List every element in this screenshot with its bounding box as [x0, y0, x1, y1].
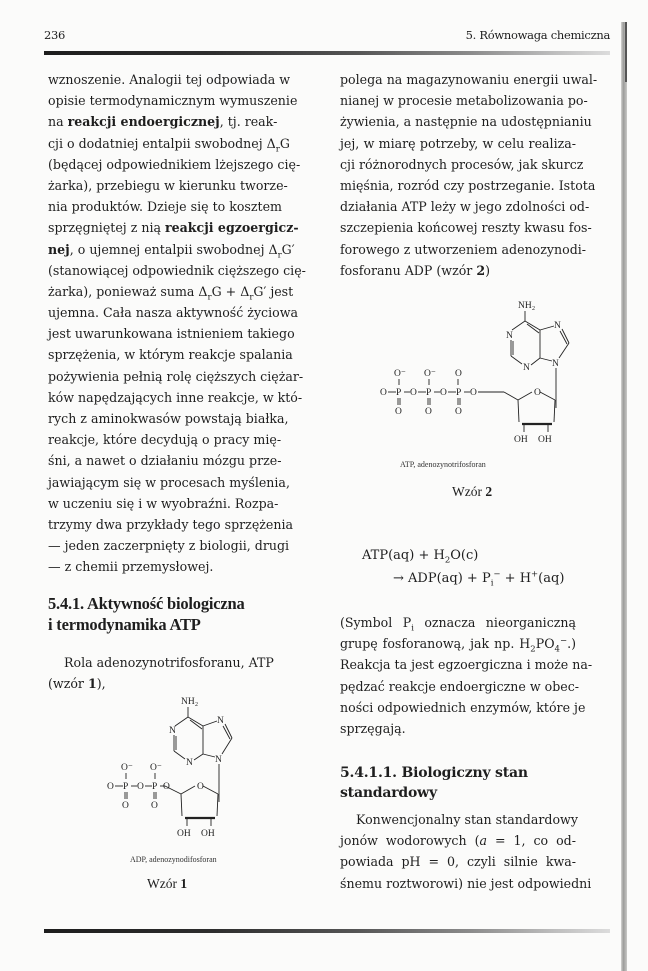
svg-text:O⁻: O⁻ — [394, 369, 406, 379]
text-line: działania ATP leży w jego zdolności od- — [340, 199, 590, 215]
svg-text:N: N — [552, 359, 559, 369]
text-line: na reakcji endoergicznej, tj. reak- — [48, 114, 278, 130]
text-line: w uczeniu się i w wyobraźni. Rozpa- — [48, 495, 279, 511]
text-line: polega na magazynowaniu energii uwal- — [340, 72, 598, 87]
svg-text:O: O — [470, 388, 477, 398]
svg-text:OH: OH — [177, 829, 191, 839]
section-heading-5-4-1-1 — [340, 763, 528, 803]
svg-text:NH: NH — [181, 697, 195, 707]
reaction-equation-line-2: → $ADP(aq) + P_i^- + H^+(aq)$ — [393, 569, 565, 589]
header-rule — [44, 51, 610, 55]
left-column — [48, 69, 306, 578]
text-line: śni, a nawet o działaniu mózgu prze- — [48, 453, 282, 469]
text-line: jest uwarunkowana istnieniem takiego — [48, 326, 295, 342]
text-line: (Symbol $P_i$ oznacza nieorganiczną — [340, 615, 577, 634]
text-line: rych z aminokwasów powstają białka, — [48, 411, 289, 426]
section-heading-line: 5.4.1.1. Biologiczny stan — [340, 765, 528, 781]
text-line: cji o dodatniej entalpii swobodnej $\Delta_rG$ — [48, 135, 290, 155]
svg-text:2: 2 — [532, 306, 535, 312]
running-head: 5. Równowaga chemiczna — [465, 28, 610, 42]
page-number: 236 — [44, 28, 66, 42]
text-line: nianej w procesie metabolizowania po- — [340, 93, 588, 109]
section-heading-line: standardowy — [340, 785, 437, 801]
svg-text:N: N — [523, 363, 530, 373]
svg-text:P: P — [396, 388, 402, 398]
text-line: szczepienia końcowej reszty kwasu fos- — [340, 220, 592, 236]
svg-text:P: P — [123, 782, 129, 792]
svg-text:N: N — [186, 758, 193, 768]
text-line: jej, w miarę potrzeby, w celu realiza- — [340, 135, 576, 151]
svg-text:N: N — [215, 755, 222, 765]
svg-text:O: O — [410, 388, 417, 398]
svg-text:O⁻: O⁻ — [150, 763, 162, 773]
svg-text:O: O — [534, 388, 541, 398]
text-line: pożywienia pełnią rolę cięższych ciężar- — [48, 368, 304, 384]
formula-1-label: Wzór 1 — [147, 876, 188, 891]
formula-2-structure — [378, 296, 578, 446]
section-heading-line: i termodynamika ATP — [48, 615, 201, 634]
footer-rule — [44, 929, 610, 933]
svg-text:O: O — [122, 801, 129, 811]
text-line: żarka), przebiegu w kierunku tworze- — [48, 177, 288, 193]
formula-1-caption: ADP, adenozynodifosforan — [130, 855, 217, 864]
formula-2-label: Wzór 2 — [452, 484, 493, 499]
section-heading-line: 5.4.1. Aktywność biologiczna — [48, 594, 245, 613]
svg-text:NH: NH — [518, 301, 532, 311]
text-line: trzymy dwa przykłady tego sprzężenia — [48, 516, 294, 532]
svg-text:O⁻: O⁻ — [121, 763, 133, 773]
section-heading-5-4-1 — [48, 593, 245, 635]
svg-text:O: O — [455, 369, 462, 379]
text-line: — z chemii przemysłowej. — [48, 559, 214, 575]
text-line: grupę fosforanową, jak np. $H_2PO_4^-$.) — [340, 636, 576, 655]
svg-text:OH: OH — [538, 435, 552, 445]
text-line: Konwencjonalny stan standardowy — [356, 812, 578, 827]
svg-text:O: O — [137, 782, 144, 792]
text-line: ujemna. Cała nasza aktywność życiowa — [48, 305, 299, 321]
text-line: mięśnia, rozród czy postrzeganie. Istota — [340, 177, 596, 193]
text-line: sprzęgają. — [340, 720, 406, 736]
text-line: reakcje, które decydują o pracy mię- — [48, 432, 282, 448]
right-paragraph-2 — [340, 612, 593, 739]
text-line: sprzężenia, w którym reakcje spalania — [48, 347, 293, 363]
text-line: nia produktów. Dzieje się to kosztem — [48, 199, 282, 215]
svg-text:P: P — [456, 388, 462, 398]
text-line: fosforanu ADP (wzór 2) — [340, 262, 490, 278]
text-line: ności odpowiednich enzymów, które je — [340, 699, 586, 715]
left-paragraph-2 — [48, 652, 274, 694]
right-column — [340, 69, 598, 281]
svg-text:N: N — [169, 726, 176, 736]
svg-text:O: O — [197, 782, 204, 792]
text-line: nej, o ujemnej entalpii swobodnej $\Delta_rG'$ — [48, 241, 295, 261]
text-line: — jeden zaczerpnięty z biologii, drugi — [48, 538, 290, 554]
svg-text:P: P — [152, 782, 158, 792]
svg-text:O: O — [163, 782, 170, 792]
text-line: opisie termodynamicznym wymuszenie — [48, 93, 298, 109]
text-line: (będącej odpowiednikiem lżejszego cię- — [48, 156, 301, 172]
svg-text:OH: OH — [514, 435, 528, 445]
svg-text:OH: OH — [201, 829, 215, 839]
text-line: ków napędzających inne reakcje, w któ- — [48, 389, 303, 405]
text-line: wznoszenie. Analogii tej odpowiada w — [48, 72, 291, 87]
svg-text:P: P — [426, 388, 432, 398]
page-header — [44, 28, 610, 44]
formula-2-caption: ATP, adenozynotrifosforan — [400, 460, 486, 469]
text-line: Reakcja ta jest egzoergiczna i może na- — [340, 657, 593, 673]
svg-text:N: N — [506, 331, 513, 341]
svg-text:N: N — [217, 716, 224, 726]
right-paragraph-3 — [340, 809, 592, 894]
text-line: pędzać reakcje endoergiczne w obec- — [340, 678, 580, 694]
text-line: jawiającym się w procesach myślenia, — [48, 474, 290, 490]
text-line: śnemu roztworowi) nie jest odpowiedni — [340, 875, 592, 891]
svg-text:O: O — [380, 388, 387, 398]
svg-text:O: O — [425, 407, 432, 417]
text-line: (wzór 1), — [48, 676, 106, 692]
svg-text:O: O — [107, 782, 114, 792]
text-line: Rola adenozynotrifosforanu, ATP — [64, 655, 274, 670]
formula-1-structure — [105, 694, 285, 839]
text-line: forowego z utworzeniem adenozynodi- — [340, 241, 587, 257]
text-line: cji różnorodnych procesów, jak skurcz — [340, 156, 584, 172]
text-line: żarka), ponieważ suma $\Delta_rG + \Delta_rG'$ jest — [48, 283, 294, 303]
svg-text:O: O — [151, 801, 158, 811]
svg-text:O⁻: O⁻ — [424, 369, 436, 379]
page-edge — [621, 22, 627, 971]
page-edge-shadow — [625, 22, 627, 82]
svg-text:O: O — [440, 388, 447, 398]
svg-text:O: O — [395, 407, 402, 417]
svg-text:2: 2 — [195, 702, 198, 708]
svg-text:N: N — [554, 321, 561, 331]
text-line: sprzęgniętej z nią reakcji egzoergicz- — [48, 220, 299, 236]
svg-text:O: O — [455, 407, 462, 417]
reaction-equation-line-1: $ATP(aq) + H_2O(c)$ — [362, 548, 479, 566]
text-line: (stanowiącej odpowiednik cięższego cię- — [48, 262, 306, 278]
text-line: żywienia, a następnie na udostępnianiu — [340, 114, 592, 130]
text-line: powiada pH = 0, czyli silnie kwa- — [340, 854, 576, 870]
text-line: jonów wodorowych (a = 1, co od- — [340, 833, 576, 849]
